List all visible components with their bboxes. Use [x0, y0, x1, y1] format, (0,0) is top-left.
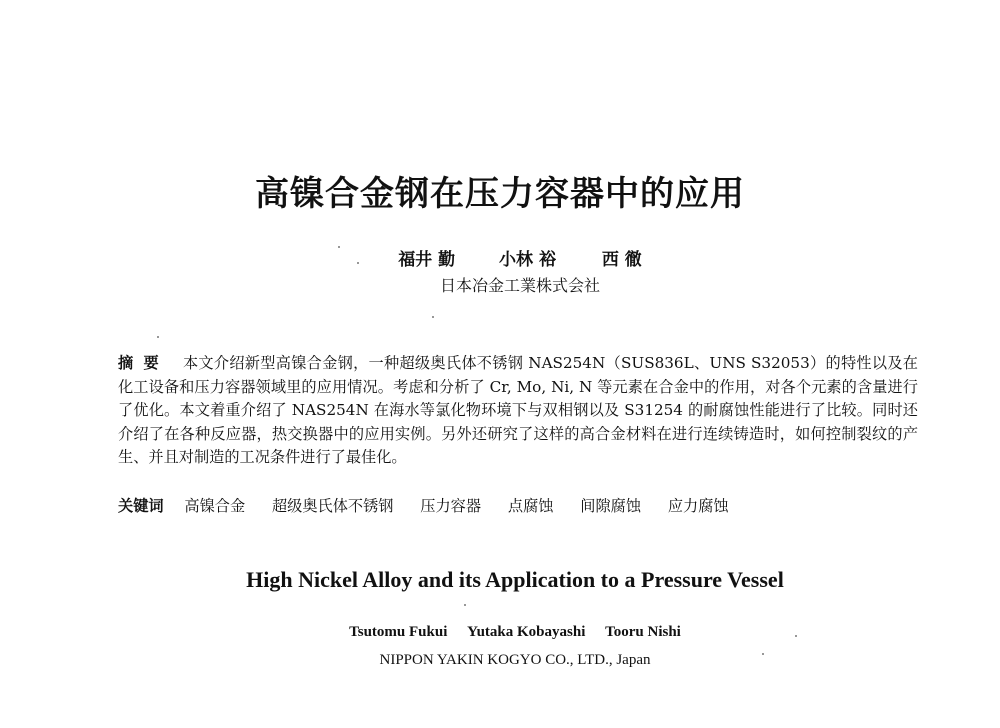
scan-speck: [795, 635, 797, 637]
keyword: 压力容器: [420, 497, 482, 515]
author-name: 西 徹: [601, 250, 642, 270]
abstract-label: 摘要: [118, 354, 169, 372]
keywords-label: 关键词: [118, 497, 164, 515]
scan-speck: [338, 246, 340, 248]
scan-speck: [157, 336, 159, 338]
chinese-affiliation: 日本冶金工業株式会社: [439, 276, 600, 295]
scan-speck: [357, 262, 359, 264]
keyword: 高镍合金: [184, 497, 246, 515]
keyword: 点腐蚀: [507, 497, 554, 515]
chinese-title: 高镍合金钢在压力容器中的应用: [255, 174, 745, 214]
keywords-line: [118, 495, 918, 516]
keyword: 间隙腐蚀: [580, 497, 642, 515]
author-name: Yutaka Kobayashi: [467, 624, 586, 640]
abstract-paragraph: [118, 352, 918, 470]
keyword: 应力腐蚀: [667, 497, 729, 515]
scan-speck: [762, 653, 764, 655]
abstract-text: 本文介绍新型高镍合金钢，一种超级奥氏体不锈钢 NAS254N（SUS836L、UNS S32053）的特性以及在化工设备和压力容器领域里的应用情况。考虑和分析了 Cr, Mo, Ni, N 等元素在合金中的作用，对各个元素的含量进行了优化。本文着重介绍了 NAS254N 在海水等氯化物环境下与双相钢以及 S31254 的耐腐蚀性能进行了比较。同时还介绍了在各种反应器，热交换器中的应用实例。另外还研究了这样的高合金材料在进行连续铸造时，如何控制裂纹的产生、并且对制造的工况条件进行了最佳化。: [118, 354, 918, 467]
english-title: High Nickel Alloy and its Application to a Pressure Vessel: [246, 567, 784, 592]
keyword: 超级奥氏体不锈钢: [271, 497, 394, 515]
english-authors: [0, 624, 1000, 641]
author-name: 福井 勤: [398, 250, 456, 270]
scan-speck: [432, 316, 434, 318]
author-name: Tooru Nishi: [605, 624, 681, 640]
author-name: Tsutomu Fukui: [349, 624, 448, 640]
author-name: 小林 裕: [499, 250, 556, 270]
english-affiliation: NIPPON YAKIN KOGYO CO., LTD., Japan: [379, 652, 651, 668]
chinese-authors: [0, 245, 1000, 270]
scan-speck: [464, 604, 466, 606]
